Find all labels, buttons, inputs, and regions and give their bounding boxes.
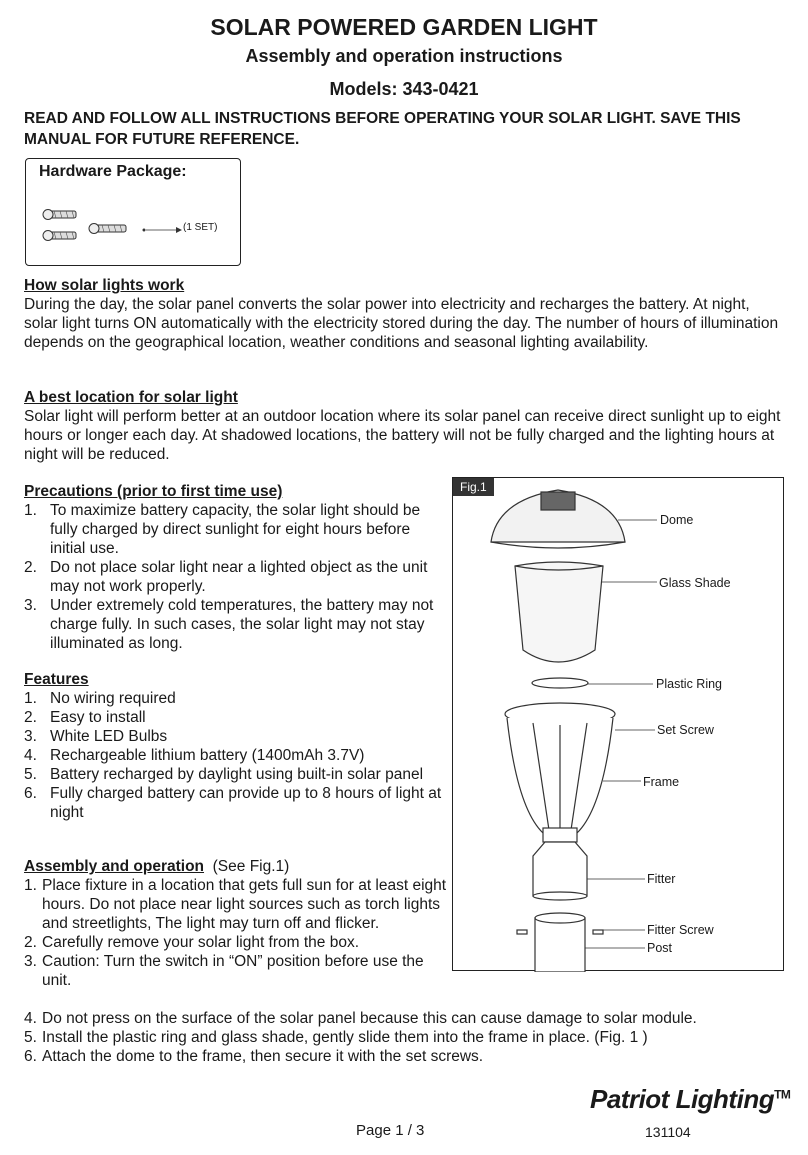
list-text: Caution: Turn the switch in “ON” position before use the unit. xyxy=(42,953,424,989)
page-number: Page 1 / 3 xyxy=(356,1122,425,1139)
features-heading: Features xyxy=(24,671,89,688)
hardware-package-title: Hardware Package: xyxy=(39,163,187,180)
warning-notice: READ AND FOLLOW ALL INSTRUCTIONS BEFORE OPERATING YOUR SOLAR LIGHT. SAVE THIS MANUAL FOR FUTURE REFERENCE. xyxy=(24,110,741,148)
list-number: 3. xyxy=(24,728,37,745)
list-item xyxy=(24,558,444,596)
list-item xyxy=(24,1009,794,1028)
list-text: White LED Bulbs xyxy=(50,728,168,745)
list-number: 4. xyxy=(24,747,37,764)
assembly-section-continued xyxy=(24,1009,794,1066)
list-text: Do not press on the surface of the solar panel because this can cause damage to solar module. xyxy=(42,1010,697,1027)
features-section xyxy=(24,670,444,822)
list-number: 2. xyxy=(24,559,37,576)
screws-icon xyxy=(26,159,242,267)
garden-light-exploded-diagram xyxy=(453,478,785,972)
label-glass-shade: Glass Shade xyxy=(659,576,731,590)
how-solar-heading: How solar lights work xyxy=(24,277,185,294)
list-item xyxy=(24,952,454,990)
hardware-quantity: (1 SET) xyxy=(183,222,218,233)
document-subtitle: Assembly and operation instructions xyxy=(245,46,563,66)
list-item xyxy=(24,501,444,558)
list-item xyxy=(24,708,444,727)
list-item xyxy=(24,1047,794,1066)
brand-logo xyxy=(590,1084,790,1115)
label-fitter-screw: Fitter Screw xyxy=(647,923,714,937)
list-text: Do not place solar light near a lighted object as the unit may not work properly. xyxy=(50,559,428,595)
list-text: Fully charged battery can provide up to 8 hours of light at night xyxy=(50,785,442,821)
trademark-mark: TM xyxy=(774,1087,791,1102)
hardware-package-box xyxy=(25,158,241,266)
label-post: Post xyxy=(647,941,673,955)
list-text: Place fixture in a location that gets full sun for at least eight hours. Do not place near light sources such as torch lights and streetlights, The light may turn off and flicker. xyxy=(42,877,447,932)
label-frame: Frame xyxy=(643,775,680,789)
document-title: SOLAR POWERED GARDEN LIGHT xyxy=(210,14,598,40)
list-item xyxy=(24,765,444,784)
list-item xyxy=(24,1028,794,1047)
list-text: Rechargeable lithium battery (1400mAh 3.7V) xyxy=(50,747,365,764)
list-number: 1. xyxy=(24,877,37,894)
assembly-figure-ref: (See Fig.1) xyxy=(212,858,290,875)
how-solar-body: During the day, the solar panel converts the solar power into electricity and recharges the battery. At night, solar light turns ON automatically with the electricity stored during the day. The number of hours of illumination depends on the geographical location, weather conditions and seasonal lighting availability. xyxy=(24,296,779,351)
list-number: 4. xyxy=(24,1010,37,1027)
list-text: Attach the dome to the frame, then secure it with the set screws. xyxy=(42,1048,484,1065)
list-text: Easy to install xyxy=(50,709,146,726)
document-code: 131104 xyxy=(645,1124,691,1140)
list-item xyxy=(24,784,444,822)
list-item xyxy=(24,876,454,933)
list-text: Carefully remove your solar light from the box. xyxy=(42,934,360,951)
list-text: Install the plastic ring and glass shade, gently slide them into the frame in place. (Fig. 1 ) xyxy=(42,1029,648,1046)
list-item xyxy=(24,727,444,746)
label-dome: Dome xyxy=(660,513,694,527)
list-item xyxy=(24,746,444,765)
list-number: 5. xyxy=(24,766,37,783)
best-location-heading: A best location for solar light xyxy=(24,389,238,406)
list-number: 1. xyxy=(24,690,37,707)
best-location-body: Solar light will perform better at an outdoor location where its solar panel can receive direct sunlight up to eight hours or longer each day. At shadowed locations, the battery will not be fully charged and the lighting hours at night will be reduced. xyxy=(24,408,781,463)
list-item xyxy=(24,596,444,653)
list-number: 2. xyxy=(24,709,37,726)
list-number: 1. xyxy=(24,502,37,519)
label-fitter: Fitter xyxy=(647,872,676,886)
brand-name: Patriot Lighting xyxy=(590,1084,775,1114)
exploded-diagram-figure xyxy=(452,477,784,971)
model-number: Models: 343-0421 xyxy=(329,79,479,99)
how-solar-section xyxy=(24,276,784,352)
label-set-screw: Set Screw xyxy=(657,723,714,737)
list-number: 2. xyxy=(24,934,37,951)
list-text: Battery recharged by daylight using built-in solar panel xyxy=(50,766,424,783)
list-number: 5. xyxy=(24,1029,37,1046)
list-text: No wiring required xyxy=(50,690,176,707)
precautions-heading: Precautions (prior to first time use) xyxy=(24,483,283,500)
list-number: 6. xyxy=(24,785,37,802)
precautions-section xyxy=(24,482,444,653)
list-number: 3. xyxy=(24,953,37,970)
list-text: Under extremely cold temperatures, the battery may not charge fully. In such cases, the solar light may not stay illuminated as long. xyxy=(50,597,434,652)
list-item xyxy=(24,689,444,708)
list-item xyxy=(24,933,454,952)
figure-tag: Fig.1 xyxy=(453,478,494,496)
assembly-section xyxy=(24,857,454,990)
list-text: To maximize battery capacity, the solar light should be fully charged by direct sunlight for eight hours before initial use. xyxy=(50,502,421,557)
label-plastic-ring: Plastic Ring xyxy=(656,677,722,691)
list-number: 3. xyxy=(24,597,37,614)
best-location-section xyxy=(24,388,784,464)
list-number: 6. xyxy=(24,1048,37,1065)
assembly-heading: Assembly and operation xyxy=(24,858,205,875)
